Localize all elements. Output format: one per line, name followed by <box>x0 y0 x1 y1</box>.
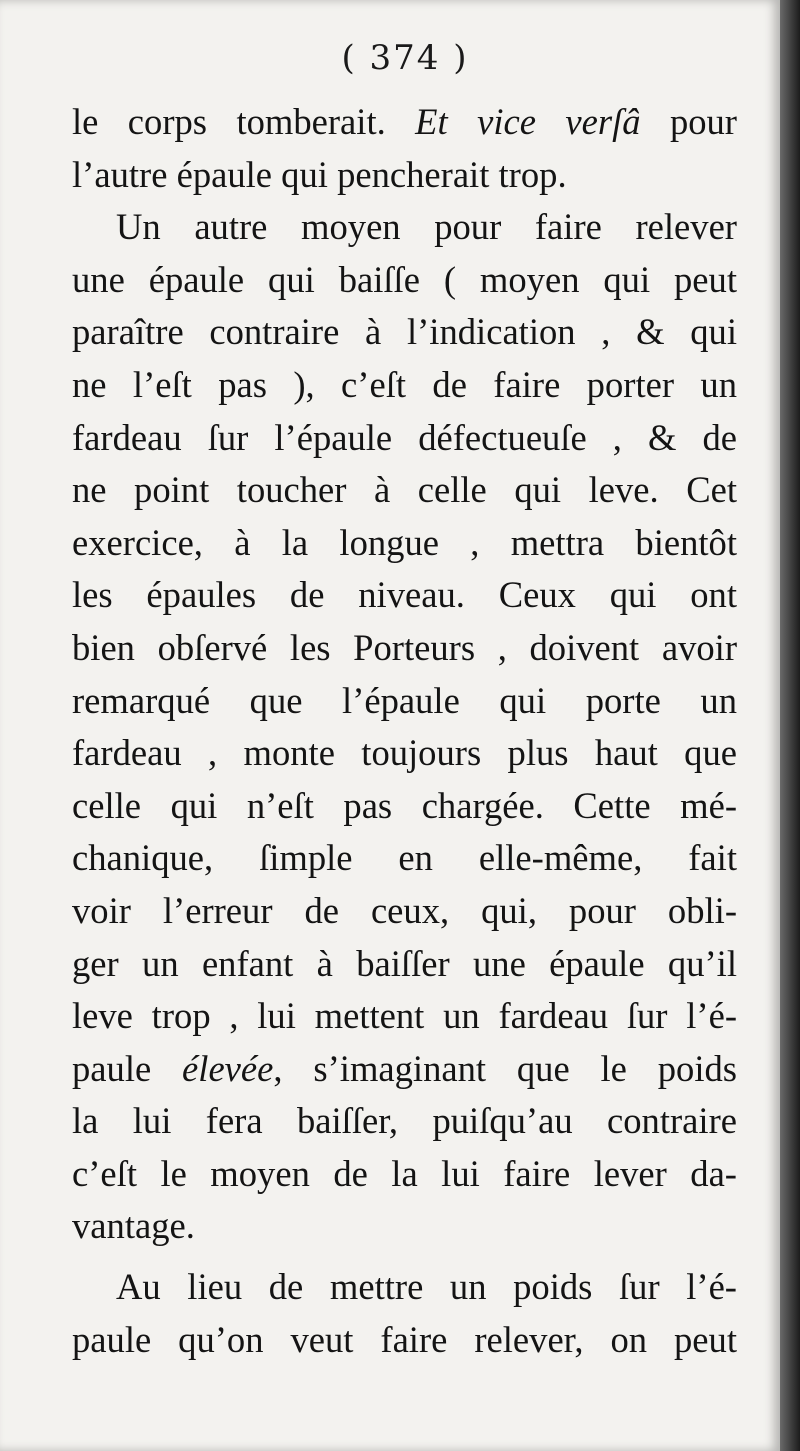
text-line <box>72 1148 737 1201</box>
text-line <box>72 569 737 622</box>
line-text: la lui fera baiſſer, puiſqu’au contraire <box>72 1100 737 1142</box>
text-line <box>72 990 737 1043</box>
italic-text: Et vice verſâ <box>415 101 641 142</box>
line-text: celle qui n’eſt pas chargée. Cette mé- <box>72 784 737 826</box>
italic-text: élevée <box>182 1047 274 1089</box>
body-text <box>72 96 737 1366</box>
line-text: fardeau , monte toujours plus haut que <box>72 732 737 774</box>
text-line <box>72 412 737 465</box>
text-line <box>72 727 737 780</box>
text-line <box>72 1200 737 1253</box>
paragraph-start-line <box>72 1261 737 1314</box>
text-line <box>72 254 737 307</box>
paragraph-start-line <box>72 201 737 254</box>
line-text: vantage. <box>72 1205 195 1247</box>
text-line <box>72 464 737 517</box>
line-text: pour <box>640 101 737 142</box>
line-text: ne l’eſt pas ), c’eſt de faire porter un <box>72 363 737 405</box>
line-text: une épaule qui baiſſe ( moyen qui peut <box>72 258 737 300</box>
line-text: paule qu’on veut faire relever, on peut <box>72 1318 737 1360</box>
page-number: ( 374 ) <box>341 38 469 78</box>
line-text: le corps tomberait. <box>72 101 416 142</box>
line-text: exercice, à la longue , mettra bientôt <box>72 521 737 563</box>
text-line <box>72 622 737 675</box>
text-line <box>72 938 737 991</box>
line-text: paraître contraire à l’indication , & qui <box>72 311 737 353</box>
line-text: Au lieu de mettre un poids ſur l’é- <box>116 1266 737 1308</box>
line-text: fardeau ſur l’épaule défectueuſe , & de <box>72 416 737 458</box>
text-line <box>72 675 737 728</box>
line-text: leve trop , lui mettent un fardeau ſur l’é- <box>72 995 737 1037</box>
text-line <box>72 1043 737 1096</box>
line-text: Un autre moyen pour faire relever <box>116 206 737 248</box>
line-text: les épaules de niveau. Ceux qui ont <box>72 574 737 616</box>
text-line <box>72 517 737 570</box>
text-line <box>72 306 737 359</box>
line-text: bien obſervé les Porteurs , doivent avoir <box>72 626 737 668</box>
text-line <box>72 1095 737 1148</box>
text-line <box>72 96 737 149</box>
line-text: c’eſt le moyen de la lui faire lever da- <box>72 1152 737 1194</box>
text-line <box>72 885 737 938</box>
line-text: paule <box>72 1047 183 1089</box>
line-text: chanique, ſimple en elle-même, fait <box>72 837 737 879</box>
page-edge-shadow <box>780 0 800 1451</box>
text-line <box>72 149 737 202</box>
line-text: ne point toucher à celle qui leve. Cet <box>72 469 737 511</box>
line-text: ger un enfant à baiſſer une épaule qu’il <box>72 942 737 984</box>
line-text: voir l’erreur de ceux, qui, pour obli- <box>72 889 737 931</box>
text-line <box>72 780 737 833</box>
line-text: l’autre épaule qui pencherait trop. <box>72 153 567 195</box>
line-text: remarqué que l’épaule qui porte un <box>72 679 737 721</box>
line-text: , s’imaginant que le poids <box>273 1047 738 1089</box>
text-line <box>72 832 737 885</box>
text-line <box>72 1314 737 1367</box>
text-line <box>72 359 737 412</box>
